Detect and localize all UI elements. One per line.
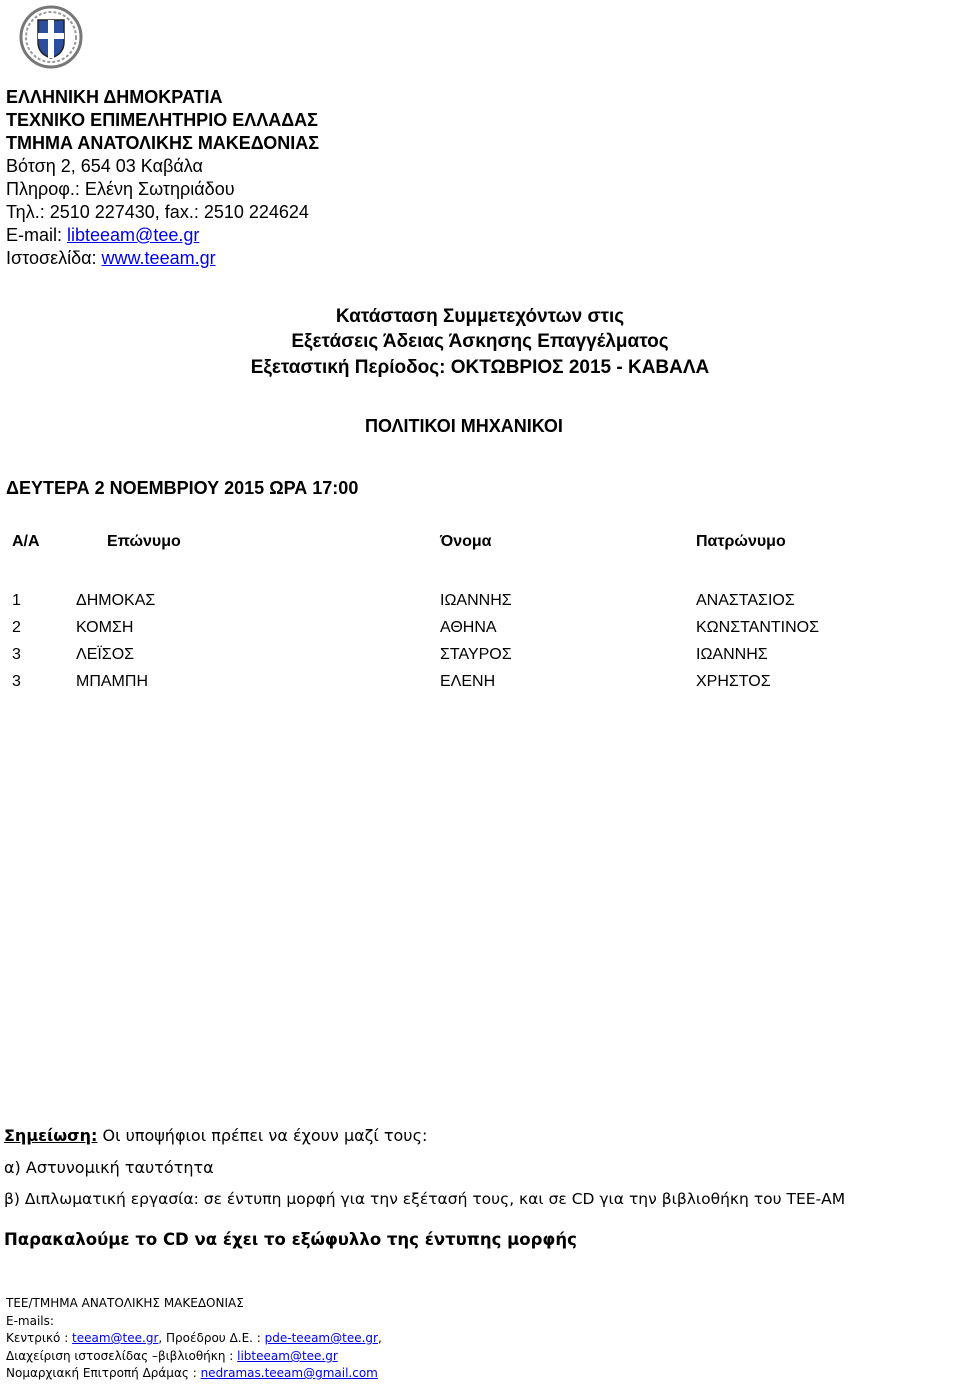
footer-president-email[interactable]: pde-teeam@tee.gr — [264, 1331, 378, 1345]
row-name: ΙΩΑΝΝΗΣ — [440, 592, 512, 609]
col-header-surname: Επώνυμο — [107, 533, 181, 550]
title-line-2: Εξετάσεις Άδειας Άσκησης Επαγγέλματος — [291, 331, 669, 352]
footer-drama-line — [6, 1364, 378, 1382]
row-fathers-name: ΧΡΗΣΤΟΣ — [696, 673, 771, 690]
website-link[interactable]: www.teeam.gr — [101, 248, 216, 268]
header-address: Βότση 2, 654 03 Καβάλα — [6, 156, 203, 176]
footer-central-email[interactable]: teeam@tee.gr — [72, 1331, 159, 1345]
note-item-a: α) Αστυνομική ταυτότητα — [4, 1158, 214, 1177]
footer-president-label: , Προέδρου Δ.Ε. : — [158, 1331, 265, 1345]
footer-org: ΤΕΕ/ΤΜΗΜΑ ΑΝΑΤΟΛΙΚΗΣ ΜΑΚΕΔΟΝΙΑΣ — [6, 1296, 244, 1310]
session-heading: ΔΕΥΤΕΡΑ 2 ΝΟΕΜΒΡΙΟΥ 2015 ΩΡΑ 17:00 — [6, 478, 359, 498]
footer-comma: , — [377, 1331, 382, 1345]
footer-emails-label: E-mails: — [6, 1314, 54, 1328]
footer-library-email[interactable]: libteeam@tee.gr — [237, 1349, 338, 1363]
footer-drama-email[interactable]: nedramas.teeam@gmail.com — [200, 1366, 378, 1380]
note-item-b: β) Διπλωματική εργασία: σε έντυπη μορφή για την εξέτασή τους, και σε CD για την βιβλιοθήκη του ΤΕΕ-ΑΜ — [4, 1190, 846, 1208]
row-number: 3 — [12, 673, 21, 690]
title-line-1: Κατάσταση Συμμετεχόντων στις — [335, 306, 625, 327]
row-number: 3 — [12, 646, 21, 663]
footer-library-label: Διαχείριση ιστοσελίδας –βιβλιοθήκη : — [6, 1349, 238, 1363]
header-email-line — [6, 224, 199, 247]
row-surname: ΚΟΜΣΗ — [76, 619, 134, 636]
row-number: 2 — [12, 619, 21, 636]
title-line-3: Εξεταστική Περίοδος: ΟΚΤΩΒΡΙΟΣ 2015 - ΚΑΒΑΛΑ — [250, 357, 710, 378]
row-surname: ΜΠΑΜΠΗ — [76, 673, 148, 690]
note-text: Οι υποψήφιοι πρέπει να έχουν μαζί τους: — [97, 1126, 428, 1145]
header-line-3: ΤΜΗΜΑ ΑΝΑΤΟΛΙΚΗΣ ΜΑΚΕΔΟΝΙΑΣ — [6, 133, 320, 153]
email-link[interactable]: libteeam@tee.gr — [67, 225, 200, 245]
greek-coat-of-arms-icon — [16, 4, 86, 70]
row-fathers-name: ΚΩΝΣΤΑΝΤΙΝΟΣ — [696, 619, 819, 636]
header-contact-person: Πληροφ.: Ελένη Σωτηριάδου — [6, 179, 235, 199]
website-label: Ιστοσελίδα: — [6, 248, 102, 268]
row-fathers-name: ΑΝΑΣΤΑΣΙΟΣ — [696, 592, 795, 609]
row-surname: ΔΗΜΟΚΑΣ — [76, 592, 156, 609]
specialty-heading: ΠΟΛΙΤΙΚΟΙ ΜΗΧΑΝΙΚΟΙ — [365, 416, 563, 436]
note-line — [4, 1126, 427, 1145]
row-name: ΕΛΕΝΗ — [440, 673, 496, 690]
row-number: 1 — [12, 592, 21, 609]
footer-central-label: Κεντρικό : — [6, 1331, 73, 1345]
row-name: ΑΘΗΝΑ — [440, 619, 497, 636]
col-header-fathers-name: Πατρώνυμο — [696, 533, 786, 550]
header-phone-fax: Τηλ.: 2510 227430, fax.: 2510 224624 — [6, 202, 309, 222]
row-name: ΣΤΑΥΡΟΣ — [440, 646, 512, 663]
footer-central-line — [6, 1329, 382, 1347]
footer-library-line — [6, 1347, 338, 1365]
col-header-aa: Α/Α — [12, 533, 40, 550]
header-website-line — [6, 247, 216, 270]
note-emphasis: Παρακαλούμε το CD να έχει το εξώφυλλο της έντυπης μορφής — [4, 1230, 577, 1249]
header-line-1: ΕΛΛΗΝΙΚΗ ΔΗΜΟΚΡΑΤΙΑ — [6, 87, 223, 107]
header-line-2: ΤΕΧΝΙΚΟ ΕΠΙΜΕΛΗΤΗΡΙΟ ΕΛΛΑΔΑΣ — [6, 110, 318, 130]
row-fathers-name: ΙΩΑΝΝΗΣ — [696, 646, 768, 663]
note-label: Σημείωση: — [4, 1126, 98, 1145]
col-header-name: Όνομα — [440, 533, 492, 550]
row-surname: ΛΕΪΣΟΣ — [76, 646, 135, 663]
footer-drama-label: Νομαρχιακή Επιτροπή Δράμας : — [6, 1366, 201, 1380]
email-label: E-mail: — [6, 225, 68, 245]
